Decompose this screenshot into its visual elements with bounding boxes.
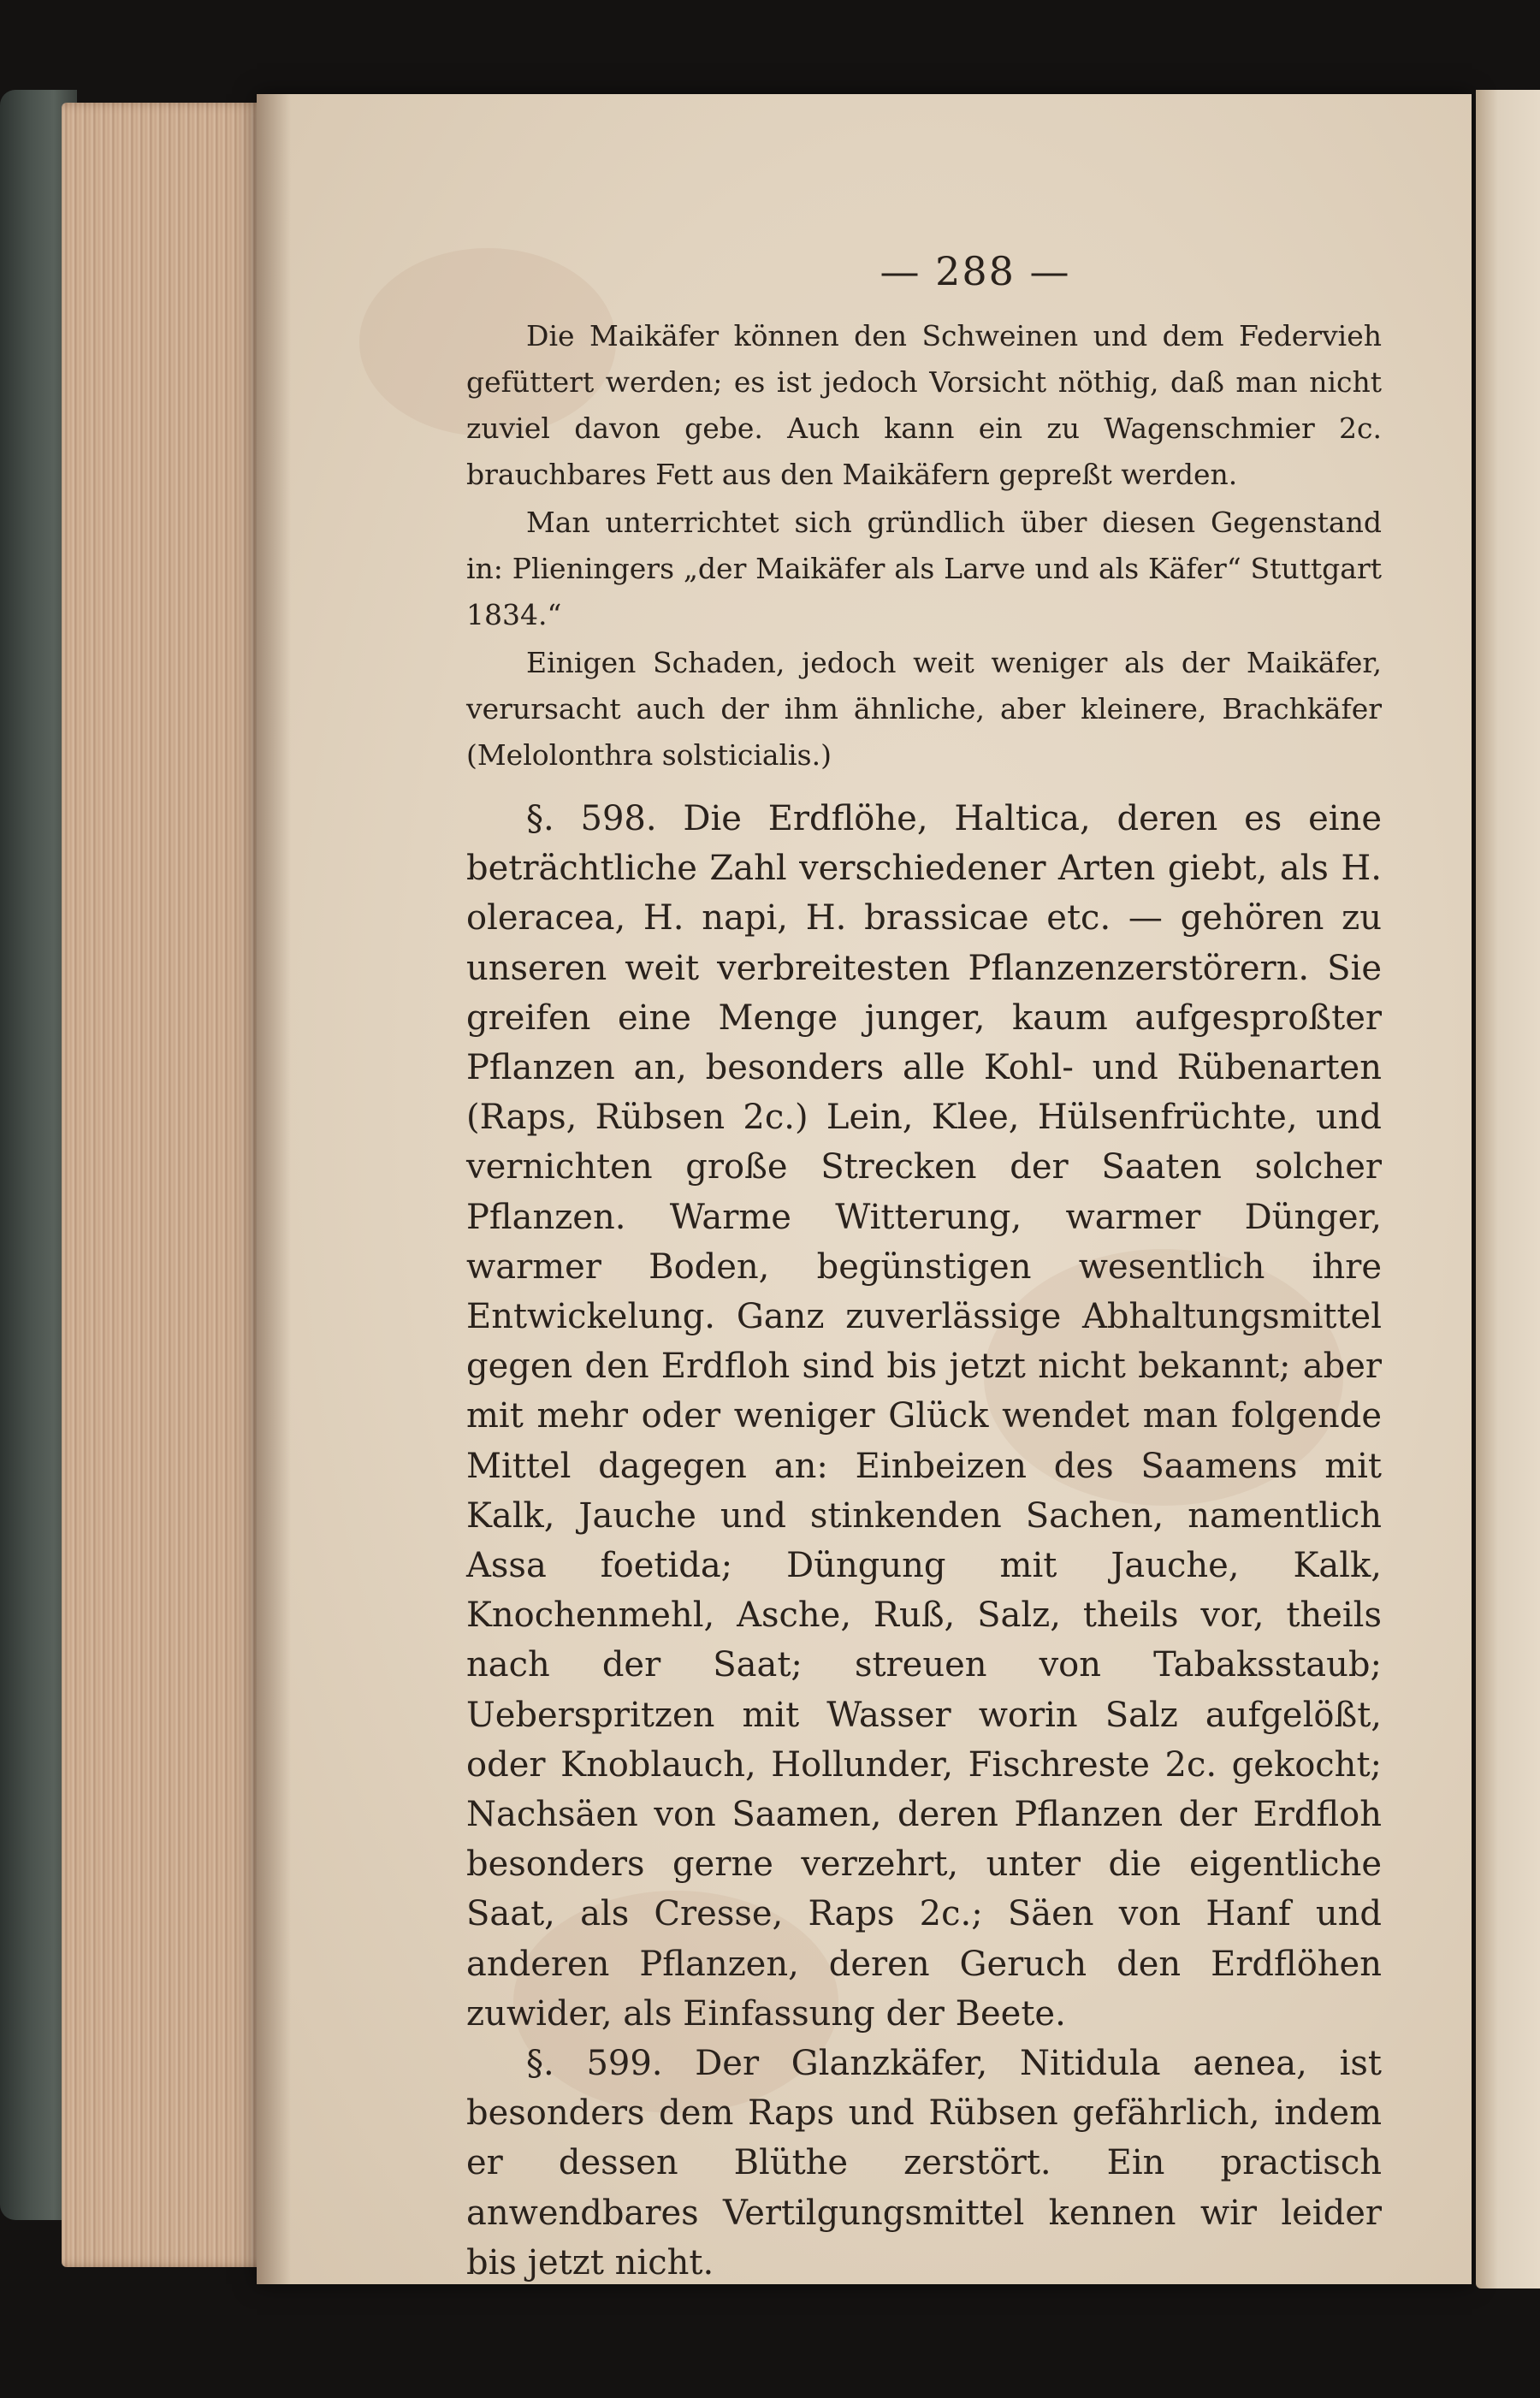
section-598-paragraph: §. 598. Die Erdflöhe, Haltica, deren es eine beträchtliche Zahl verschiedener Arten giebt, als H. oleracea, H. napi, H. brassicae etc. — gehören zu unseren weit verbreitesten Pflanzenzerstörern. Sie greifen eine Menge junger, kaum aufgesproßter Pflanzen an, besonders alle Kohl- und Rübenarten (Raps, Rübsen 2c.) Lein, Klee, Hülsenfrüchte, und vernichten große Strecken der Saaten solcher Pflanzen. Warme Witterung, warmer Dünger, warmer Boden, begünstigen wesentlich ihre Entwickelung. Ganz zuverlässige Abhaltungsmittel gegen den Erdfloh sind bis jetzt nicht bekannt; aber mit mehr oder weniger Glück wendet man folgende Mittel dagegen an: Einbeizen des Saamens mit Kalk, Jauche und stinkenden Sachen, namentlich Assa foetida; Düngung mit Jauche, Kalk, Knochenmehl, Asche, Ruß, Salz, theils vor, theils nach der Saat; streuen von Tabaksstaub; Ueberspritzen mit Wasser worin Salz aufgelößt, oder Knoblauch, Hollunder, Fischreste 2c. gekocht; Nachsäen von Saamen, deren Pflanzen der Erdfloh besonders gerne verzehrt, unter die eigentliche Saat, als Cresse, Raps 2c.; Säen von Hanf und anderen Pflanzen, deren Geruch den Erdflöhen zuwider, als Einfassung der Beete. [466, 799, 1382, 2034]
next-page-edge [1476, 90, 1540, 2288]
small-text-section [466, 313, 1382, 779]
paragraph: Die Maikäfer können den Schweinen und dem Federvieh gefüttert werden; es ist jedoch Vorsicht nöthig, daß man nicht zuviel davon gebe. Auch kann ein zu Wagenschmier 2c. brauchbares Fett aus den Maikäfern gepreßt werden. [466, 319, 1382, 491]
gutter-shadow [257, 94, 291, 2284]
paragraph: Einigen Schaden, jedoch weit weniger als der Maikäfer, verursacht auch der ihm ähnliche, aber kleinere, Brachkäfer (Melolonthra solsticialis.) [466, 646, 1382, 772]
large-text-section [466, 794, 1382, 2288]
page-edges [62, 103, 275, 2267]
page-text [466, 248, 1382, 2288]
section-599-paragraph: §. 599. Der Glanzkäfer, Nitidula aenea, ist besonders dem Raps und Rübsen gefährlich, indem er dessen Blüthe zerstört. Ein practisch anwendbares Vertilgungsmittel kennen wir leider bis jetzt nicht. [466, 2044, 1382, 2283]
page-number: — 288 — [880, 248, 1071, 294]
paragraph: Man unterrichtet sich gründlich über diesen Gegenstand in: Plieningers „der Maikäfer als Larve und als Käfer“ Stuttgart 1834.“ [466, 506, 1382, 631]
